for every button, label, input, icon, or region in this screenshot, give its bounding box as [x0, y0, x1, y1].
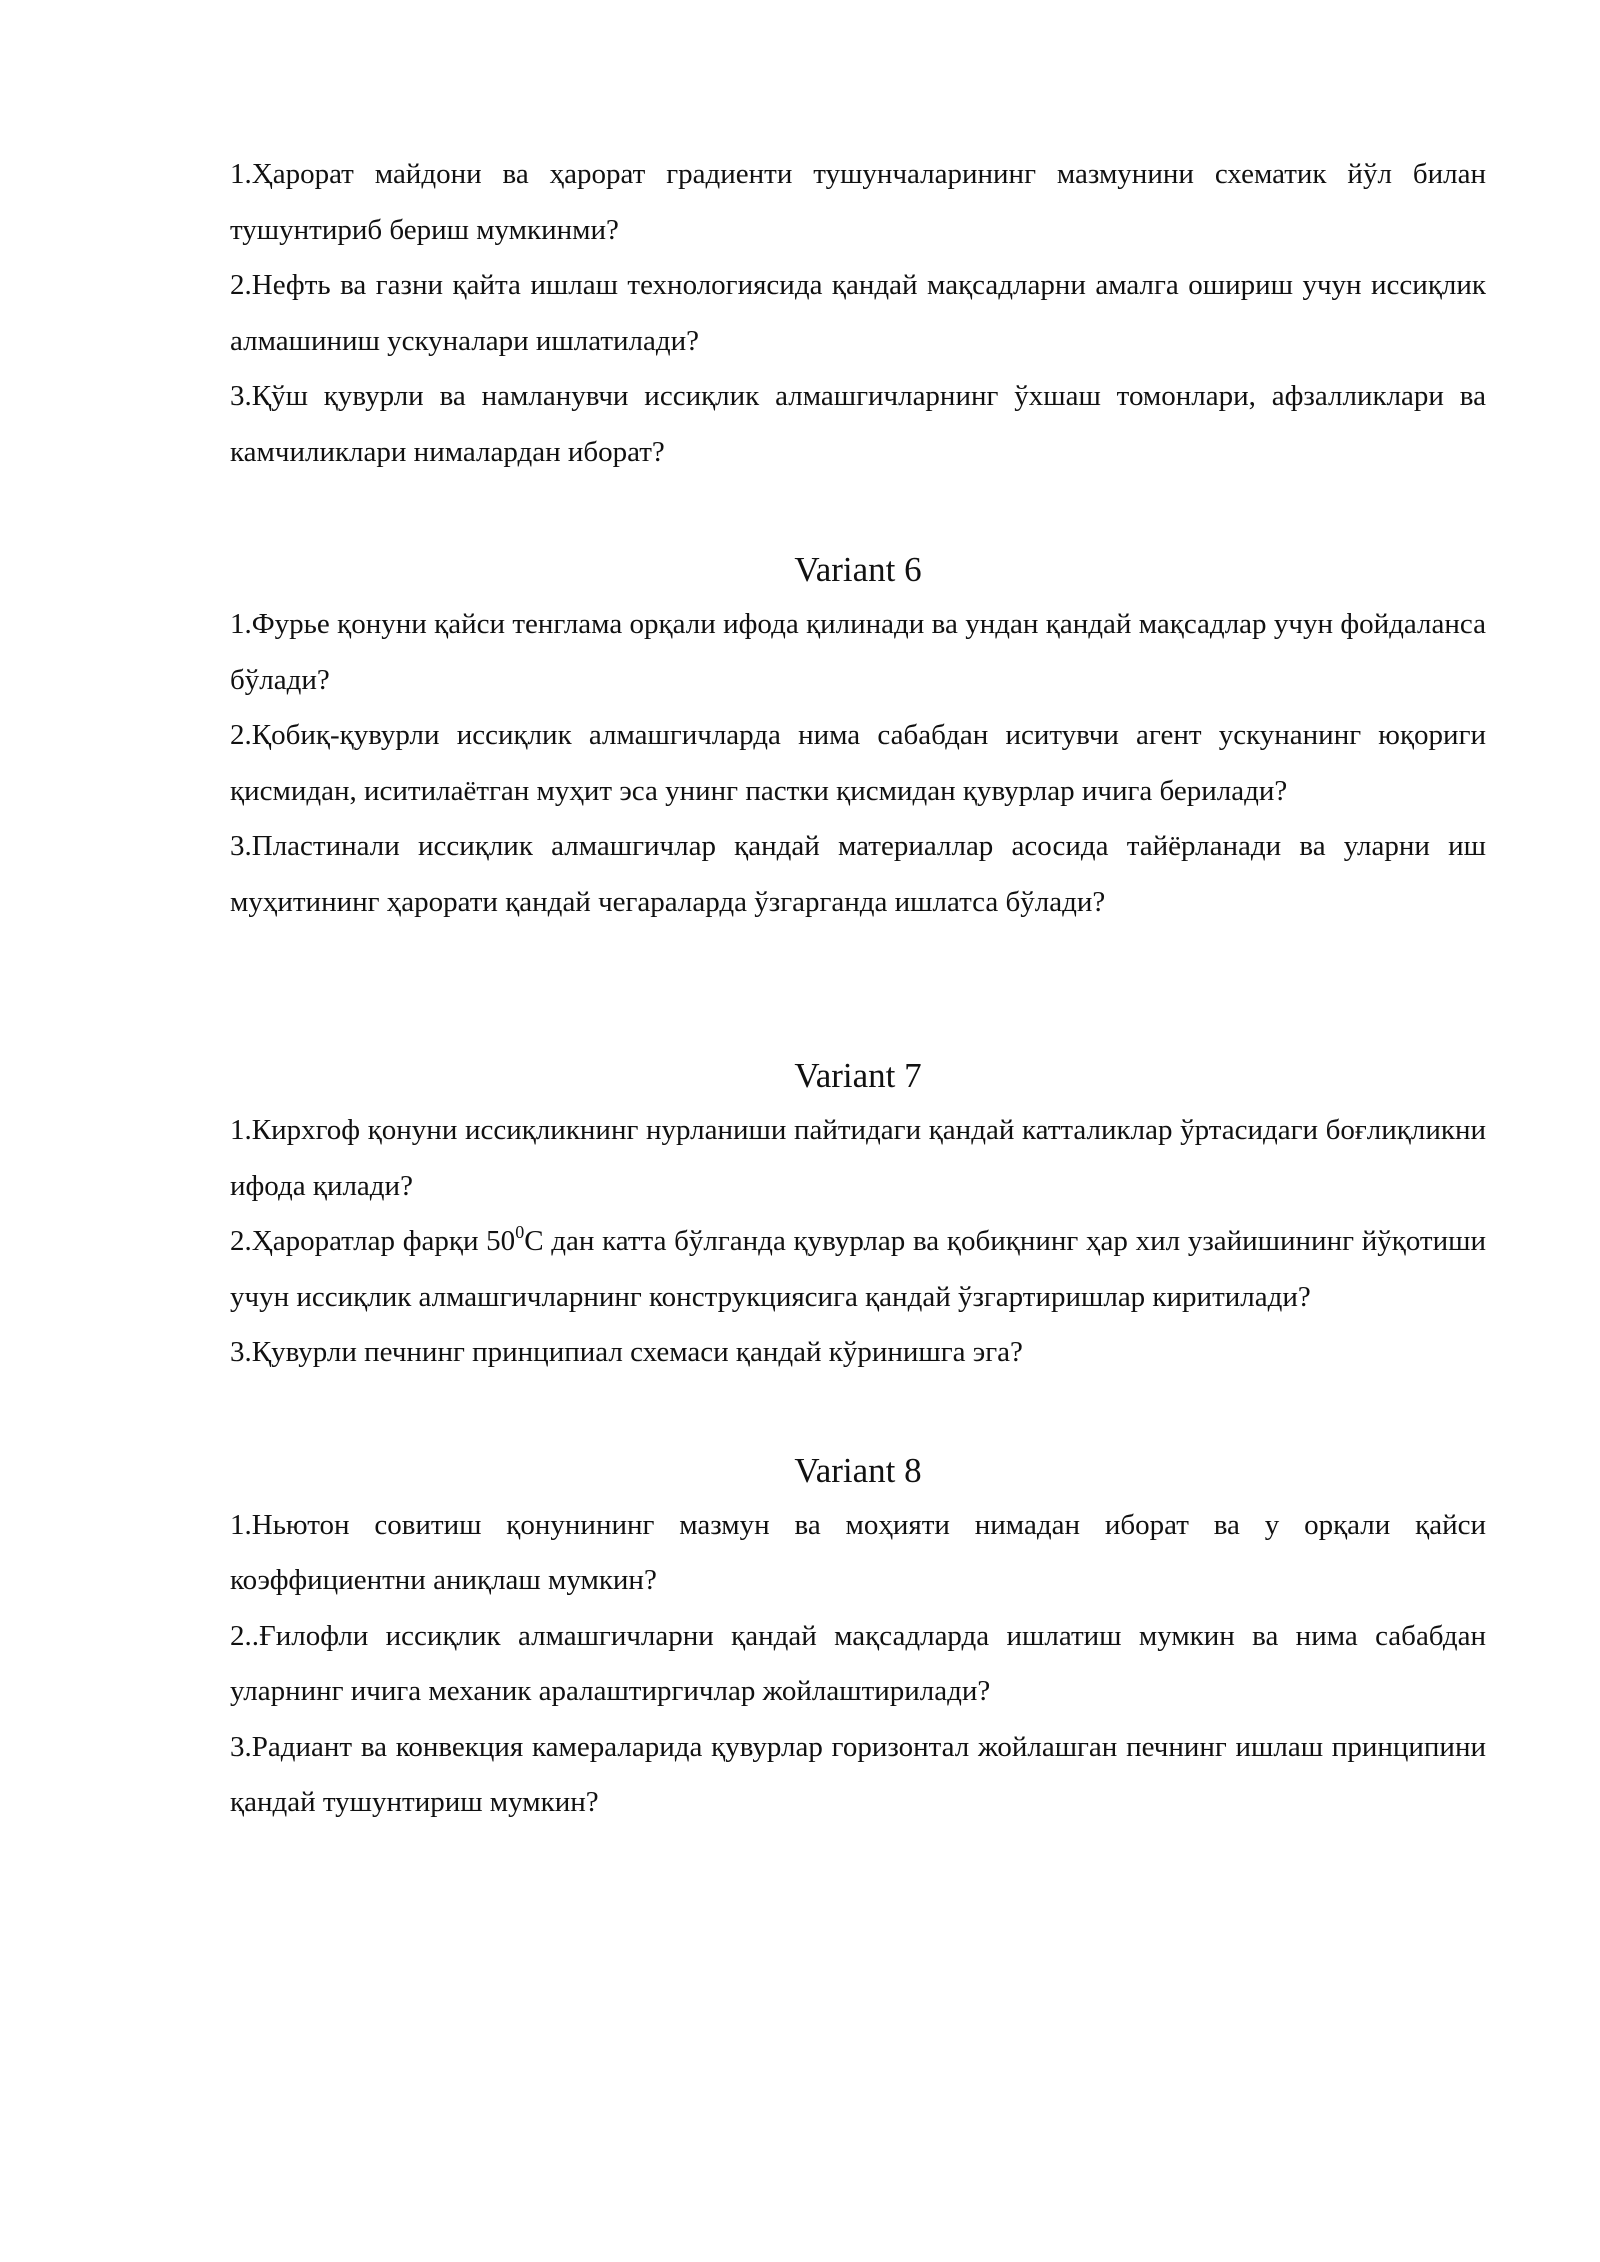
variant-7-question-1: 1.Кирхгоф қонуни иссиқликнинг нурланиши пайтидаги қандай катталиклар ўртасидаги боғлиқликни ифода қилади? [230, 1114, 1486, 1202]
superscript-degree: 0 [515, 1222, 525, 1242]
variant-8-heading: Variant 8 [794, 1450, 922, 1490]
spacer [230, 930, 1486, 1048]
variant-7-heading: Variant 7 [794, 1056, 922, 1095]
variant-6-question-2: 2.Қобиқ-қувурли иссиқлик алмашгичларда нима сабабдан иситувчи агент ускунанинг юқориги қисмидан, иситилаётган муҳит эса унинг пастки қисмидан қувурлар ичига берилади? [230, 719, 1486, 807]
variant-7-section [230, 1048, 1486, 1381]
variant-6-section [230, 542, 1486, 930]
variant-7-question-3: 3.Қувурли печнинг принципиал схемаси қандай кўринишга эга? [230, 1336, 1023, 1368]
intro-questions [230, 147, 1486, 480]
question-text: С дан катта бўлганда қувурлар ва қобиқнинг ҳар хил узайишининг йўқотиши учун иссиқлик алмашгичларнинг конструкциясига қандай ўзгартиришлар киритилади? [230, 1225, 1486, 1313]
variant-6-question-3: 3.Пластинали иссиқлик алмашгичлар қандай материаллар асосида тайёрланади ва уларни иш муҳитининг ҳарорати қандай чегараларда ўзгарганда ишлатса бўлади? [230, 830, 1486, 918]
variant-8-question-2: 2..Ғилофли иссиқлик алмашгичларни қандай мақсадларда ишлатиш мумкин ва нима сабабдан уларнинг ичига механик аралаштиргичлар жойлаштирилади? [230, 1619, 1486, 1707]
spacer [230, 480, 1486, 542]
variant-6-question-1: 1.Фурье қонуни қайси тенглама орқали ифода қилинади ва ундан қандай мақсадлар учун фойдаланса бўлади? [230, 608, 1486, 696]
variant-8-section [230, 1443, 1486, 1831]
question-2: 2.Нефть ва газни қайта ишлаш технологиясида қандай мақсадларни амалга ошириш учун иссиқлик алмашиниш ускуналари ишлатилади? [230, 269, 1486, 357]
document-page [230, 147, 1486, 1831]
variant-7-question-2 [230, 1214, 1486, 1325]
question-text: 2.Ҳароратлар фарқи 50 [230, 1225, 516, 1257]
spacer [230, 1381, 1486, 1443]
variant-8-question-3: 3.Радиант ва конвекция камераларида қувурлар горизонтал жойлашган печнинг ишлаш принципини қандай тушунтириш мумкин? [230, 1730, 1486, 1818]
variant-6-heading: Variant 6 [794, 550, 922, 589]
question-1: 1.Ҳарорат майдони ва ҳарорат градиенти тушунчаларининг мазмунини схематик йўл билан тушунтириб бериш мумкинми? [230, 158, 1486, 246]
variant-8-question-1: 1.Ньютон совитиш қонунининг мазмун ва моҳияти нимадан иборат ва у орқали қайси коэффициентни аниқлаш мумкин? [230, 1508, 1486, 1596]
question-3: 3.Қўш қувурли ва намланувчи иссиқлик алмашгичларнинг ўхшаш томонлари, афзалликлари ва камчиликлари нималардан иборат? [230, 380, 1486, 468]
